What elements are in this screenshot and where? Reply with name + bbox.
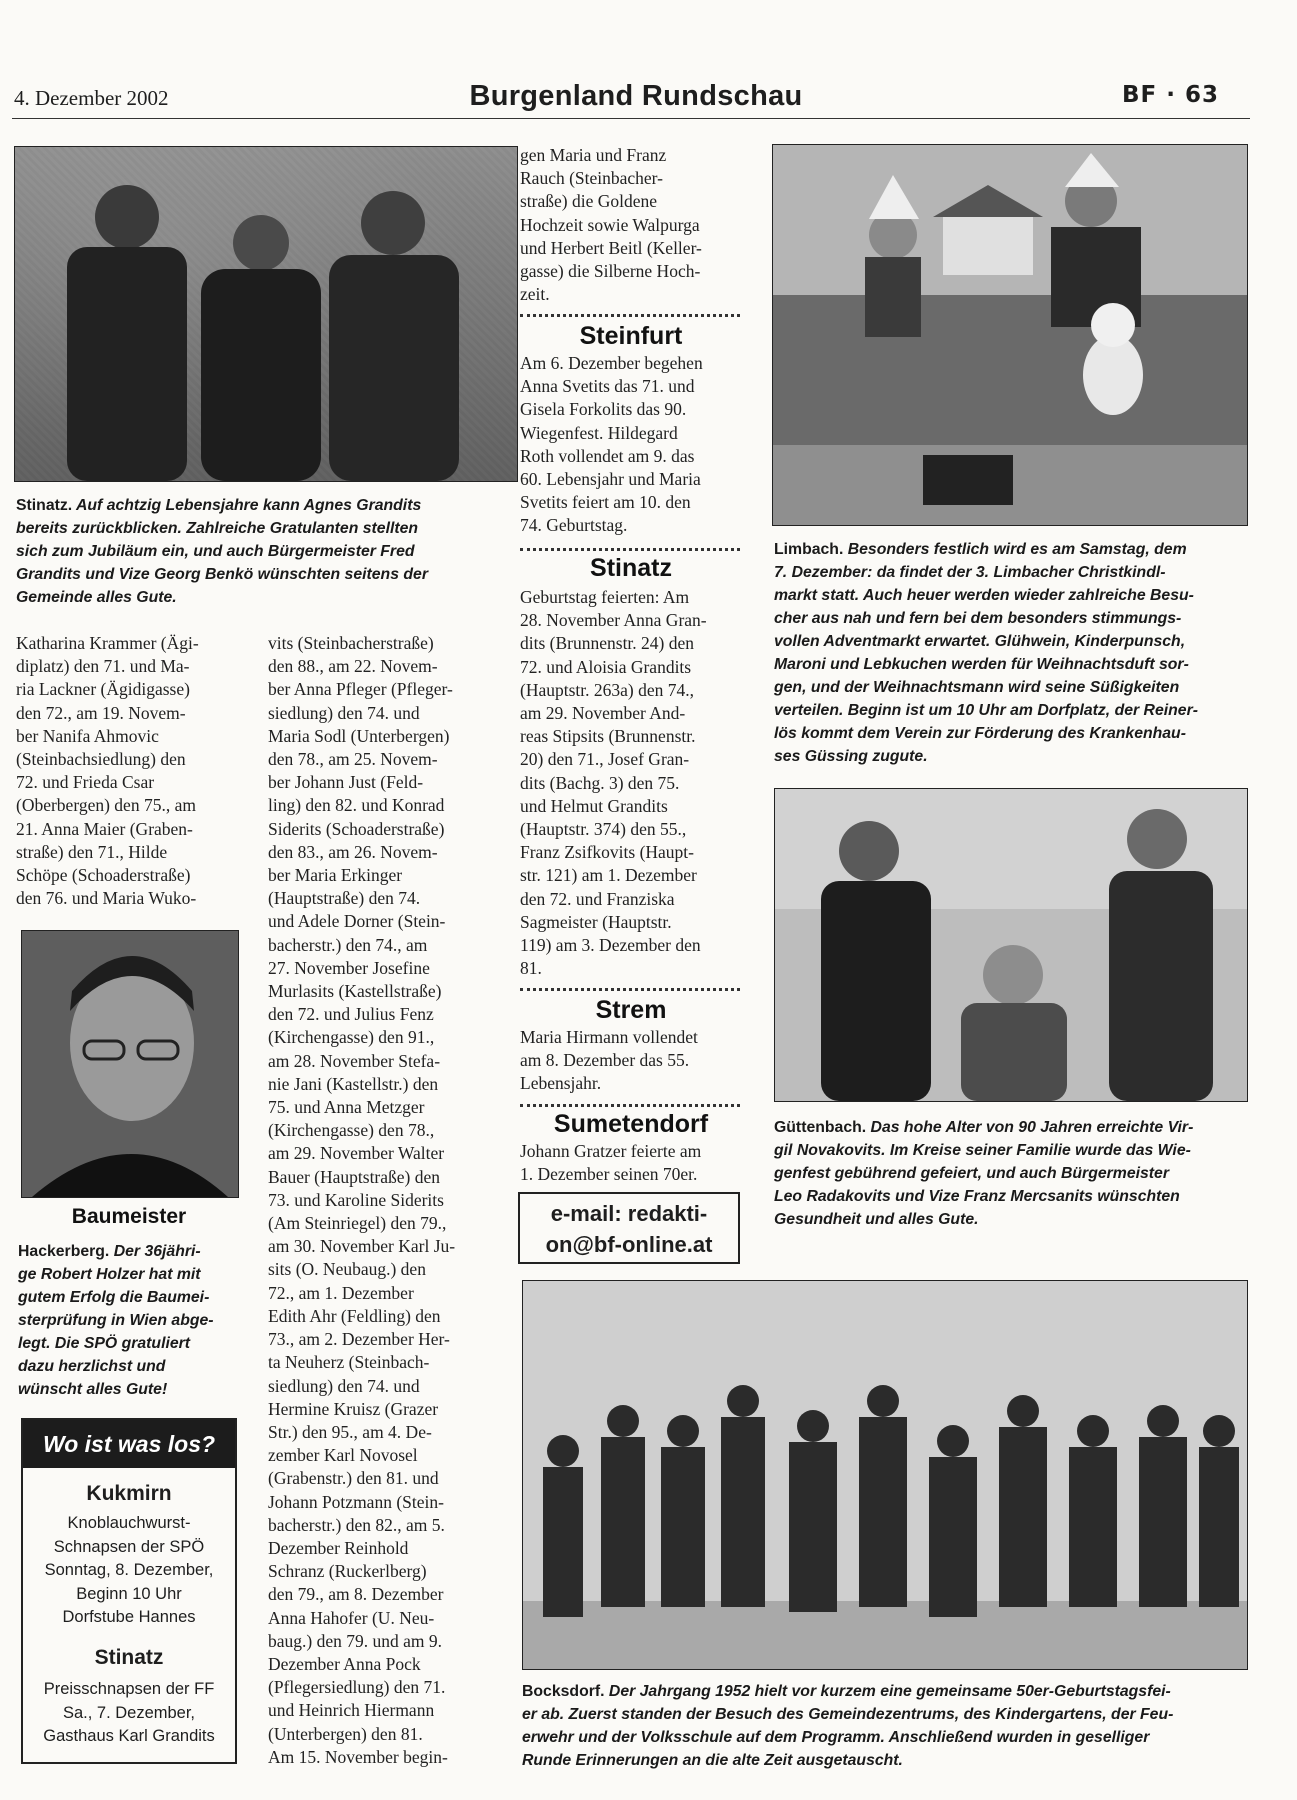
text-line: Dezember Anna Pock xyxy=(268,1653,421,1674)
caption-lead: Stinatz. xyxy=(16,497,73,514)
text-line: den 76. und Maria Wuko- xyxy=(16,888,197,909)
text-line: vits (Steinbacherstraße) xyxy=(268,633,434,653)
text-line: zember Karl Novosel xyxy=(268,1445,418,1466)
text-line: ling) den 82. und Konrad xyxy=(268,795,445,816)
caption-line: 7. Dezember: da findet der 3. Limbacher Christkindl- xyxy=(774,564,1166,581)
guettenbach-scene xyxy=(775,789,1247,1101)
sumetendorf-heading: Sumetendorf xyxy=(553,1110,709,1138)
caption-word: dazu herzlichst und xyxy=(18,1358,166,1375)
text-line: am 30. November Karl Ju- xyxy=(268,1236,456,1257)
text-line: Schöpe (Schoaderstraße) xyxy=(16,865,191,886)
text-line: zeit. xyxy=(520,284,550,305)
issue-date: 4. Dezember 2002 xyxy=(14,86,169,110)
bocksdorf-caption xyxy=(522,1680,1248,1772)
text-line: den 72., am 19. Novem- xyxy=(16,702,186,723)
text-line: siedlung) den 74. und xyxy=(268,1375,420,1396)
caption-line: Besonders festlich wird es am Samstag, dem xyxy=(847,541,1187,558)
stinatz-people-silhouettes xyxy=(15,147,517,481)
caption-line: er ab. Zuerst standen der Besuch des Gemeindezentrums, des Kindergartens, der Feu- xyxy=(522,1706,1174,1723)
text-line: Maria Sodl (Unterbergen) xyxy=(268,725,450,746)
email-contact-box[interactable] xyxy=(518,1192,740,1264)
guettenbach-caption xyxy=(774,1116,1246,1231)
text-line: Roth vollendet am 9. das xyxy=(520,445,695,466)
text-line: str. 121) am 1. Dezember xyxy=(520,865,697,886)
text-line: und Helmut Grandits xyxy=(520,795,668,816)
text-line: Edith Ahr (Feldling) den xyxy=(268,1305,441,1326)
text-line: Am 15. November begin- xyxy=(268,1746,448,1767)
events-box xyxy=(21,1418,237,1764)
text-line: Anna Hahofer (U. Neu- xyxy=(268,1607,435,1628)
text-line: (Oberbergen) den 75., am xyxy=(16,795,196,816)
column-1-text xyxy=(16,632,238,910)
caption-line: Gesundheit und alles Gute. xyxy=(774,1211,979,1228)
hackerberg-photo xyxy=(21,930,239,1198)
caption-line: gil Novakovits. Im Kreise seiner Familie wurde das Wie- xyxy=(774,1142,1191,1159)
event-place: Kukmirn xyxy=(86,1482,172,1505)
text-line: Anna Svetits das 71. und xyxy=(520,376,695,397)
section-divider xyxy=(520,548,740,551)
section-divider xyxy=(520,1104,740,1107)
event-line: Preisschnapsen der FF xyxy=(43,1680,215,1698)
caption-line: wünscht alles Gute! xyxy=(18,1381,168,1398)
email-line: e-mail: redakti- xyxy=(550,1201,708,1226)
caption-line: Der Jahrgang 1952 hielt vor kurzem eine gemeinsame 50er-Geburtstagsfei- xyxy=(608,1683,1171,1700)
text-line: Rauch (Steinbacher- xyxy=(520,168,663,189)
caption-lead: Limbach. xyxy=(774,541,844,558)
caption-line: gen, und der Weihnachtsmann wird seine Süßigkeiten xyxy=(774,679,1180,696)
text-line: den 78., am 25. Novem- xyxy=(268,749,438,770)
text-line: ber Nanifa Ahmovic xyxy=(16,725,159,746)
caption-line: Leo Radakovits und Vize Franz Mercsanits wünschten xyxy=(774,1188,1180,1205)
text-line: (Grabenstr.) den 81. und xyxy=(268,1468,439,1489)
caption-line: markt statt. Auch heuer werden wieder zahlreiche Besu- xyxy=(774,587,1194,604)
text-line: Wiegenfest. Hildegard xyxy=(520,422,678,443)
text-line: (Kirchengasse) den 78., xyxy=(268,1120,435,1141)
event-details xyxy=(23,1512,235,1630)
text-line: Johann Potzmann (Stein- xyxy=(268,1491,444,1512)
text-line: Sagmeister (Hauptstr. xyxy=(520,911,672,932)
text-line: straße) die Goldene xyxy=(520,191,658,212)
text-line: Schranz (Ruckerlberg) xyxy=(268,1561,427,1582)
text-line: Hermine Kruisz (Grazer xyxy=(268,1398,439,1419)
caption-line: ses Güssing zugute. xyxy=(774,748,928,765)
text-line: ber Maria Erkinger xyxy=(268,865,403,886)
sumetendorf-text xyxy=(520,1140,742,1186)
caption-line: sterprüfung in Wien abge- xyxy=(18,1312,214,1329)
text-line: sits (O. Neubaug.) den xyxy=(268,1259,426,1280)
caption-line: Runde Erinnerungen an die alte Zeit ausgetauscht. xyxy=(522,1752,903,1769)
text-line: 28. November Anna Gran- xyxy=(520,610,707,631)
text-line: (Kirchengasse) den 91., xyxy=(268,1027,435,1048)
caption-lead: Bocksdorf. xyxy=(522,1683,605,1700)
caption-line: legt. Die SPÖ gratuliert xyxy=(18,1335,191,1352)
text-line: 27. November Josefine xyxy=(268,957,430,978)
caption-line: erwehr und der Volksschule auf dem Programm. Anschließend wurden in geselliger xyxy=(522,1729,1150,1746)
text-line: bacherstr.) den 82., am 5. xyxy=(268,1514,445,1535)
text-line: den 72. und Franziska xyxy=(520,888,675,909)
text-line: am 8. Dezember das 55. xyxy=(520,1050,690,1071)
text-line: 72., am 1. Dezember xyxy=(268,1282,414,1303)
text-line: reas Stipsits (Brunnenstr. xyxy=(520,726,696,747)
text-line: 1. Dezember seinen 70er. xyxy=(520,1164,698,1185)
caption-line: Maroni und Lebkuchen werden für Weihnachtsduft sor- xyxy=(774,656,1189,673)
text-line: Lebensjahr. xyxy=(520,1073,602,1094)
text-line: 75. und Anna Metzger xyxy=(268,1097,425,1118)
text-line: baug.) den 79. und am 9. xyxy=(268,1630,442,1651)
text-line: Hochzeit sowie Walpurga xyxy=(520,214,700,235)
caption-line: Das hohe Alter von 90 Jahren erreichte Vir- xyxy=(870,1119,1194,1136)
column-3-top-text xyxy=(520,144,742,306)
text-line: 72. und Aloisia Grandits xyxy=(520,656,692,677)
event-place: Stinatz xyxy=(94,1646,164,1669)
text-line: ber Anna Pfleger (Pfleger- xyxy=(268,679,453,700)
strem-text xyxy=(520,1026,742,1096)
text-line: 81. xyxy=(520,958,542,979)
steinfurt-text xyxy=(520,352,742,538)
text-line: nie Jani (Kastellstr.) den xyxy=(268,1073,439,1094)
text-line: Str.) den 95., am 4. De- xyxy=(268,1421,432,1442)
text-line: Am 6. Dezember begehen xyxy=(520,353,703,373)
text-line: dits (Brunnenstr. 24) den xyxy=(520,633,695,654)
caption-line: sich zum Jubiläum ein, und auch Bürgermeister Fred xyxy=(16,543,415,560)
stinatz-caption xyxy=(16,494,488,609)
text-line: (Pflegersiedlung) den 71. xyxy=(268,1677,446,1698)
text-line: und Herbert Beitl (Keller- xyxy=(520,237,702,258)
caption-line: ge Robert Holzer hat mit xyxy=(18,1266,201,1283)
text-line: (Hauptstraße) den 74. xyxy=(268,888,421,909)
text-line: Johann Gratzer feierte am xyxy=(520,1141,702,1161)
caption-lead: Hackerberg. xyxy=(18,1243,110,1260)
text-line: den 72. und Julius Fenz xyxy=(268,1004,434,1025)
header-rule xyxy=(12,118,1250,119)
text-line: und Heinrich Hiermann xyxy=(268,1700,435,1721)
text-line: Franz Zsifkovits (Haupt- xyxy=(520,842,694,863)
event-line: Dorfstube Hannes xyxy=(62,1608,196,1626)
text-line: diplatz) den 71. und Ma- xyxy=(16,656,190,677)
text-line: Geburtstag feierten: Am xyxy=(520,587,690,607)
text-line: den 83., am 26. Novem- xyxy=(268,841,438,862)
caption-line: Grandits und Vize Georg Benkö wünschten seitens der xyxy=(16,566,428,583)
text-line: (Steinbachsiedlung) den xyxy=(16,749,186,770)
text-line: Murlasits (Kastellstraße) xyxy=(268,981,442,1002)
text-line: siedlung) den 74. und xyxy=(268,702,420,723)
event-line: Knoblauchwurst- xyxy=(67,1514,191,1532)
caption-line: bereits zurückblicken. Zahlreiche Gratulanten stellten xyxy=(16,520,419,537)
text-line: 21. Anna Maier (Graben- xyxy=(16,818,193,839)
caption-line: Auf achtzig Lebensjahre kann Agnes Grandits xyxy=(75,497,422,514)
text-line: Dezember Reinhold xyxy=(268,1537,409,1558)
caption-line xyxy=(18,1355,240,1378)
text-line: (Unterbergen) den 81. xyxy=(268,1723,423,1744)
stinatz-text xyxy=(520,586,742,980)
text-line: 119) am 3. Dezember den xyxy=(520,935,701,956)
strem-heading: Strem xyxy=(595,996,667,1024)
limbach-caption xyxy=(774,538,1246,768)
text-line: den 79., am 8. Dezember xyxy=(268,1584,444,1605)
caption-line: Der 36jähri- xyxy=(113,1243,201,1260)
text-line: Svetits feiert am 10. den xyxy=(520,492,691,513)
email-address[interactable]: on@bf-online.at xyxy=(545,1232,713,1257)
caption-line: verteilen. Beginn ist um 10 Uhr am Dorfplatz, der Reiner- xyxy=(774,702,1198,719)
guettenbach-photo xyxy=(774,788,1248,1102)
text-line: am 28. November Stefa- xyxy=(268,1050,441,1071)
text-line: am 29. November Walter xyxy=(268,1143,445,1164)
text-line: 73., am 2. Dezember Her- xyxy=(268,1329,450,1350)
caption-line: Gemeinde alles Gute. xyxy=(16,589,177,606)
text-line: Gisela Forkolits das 90. xyxy=(520,399,687,420)
page-number: BF · 63 xyxy=(1122,82,1220,108)
baumeister-caption xyxy=(18,1240,240,1401)
text-line: Siderits (Schoaderstraße) xyxy=(268,818,445,839)
group-scene xyxy=(523,1281,1247,1669)
market-scene xyxy=(773,145,1247,525)
caption-line: lös kommt dem Verein zur Förderung des Krankenhau- xyxy=(774,725,1186,742)
text-line: (Am Steinriegel) den 79., xyxy=(268,1213,447,1234)
caption-line: vollen Adventmarkt erwartet. Glühwein, Kinderpunsch, xyxy=(774,633,1186,650)
text-line: (Hauptstr. 263a) den 74., xyxy=(520,679,694,700)
bocksdorf-photo xyxy=(522,1280,1248,1670)
text-line: ria Lackner (Ägidigasse) xyxy=(16,679,190,700)
column-2-text xyxy=(268,632,492,1769)
section-divider xyxy=(520,314,740,317)
event-line: Sa., 7. Dezember, xyxy=(62,1703,196,1722)
event-line: Schnapsen der SPÖ xyxy=(53,1537,205,1556)
text-line: 72. und Frieda Csar xyxy=(16,772,155,793)
text-line: gen Maria und Franz xyxy=(520,145,667,165)
event-line: Sonntag, 8. Dezember, xyxy=(44,1561,214,1579)
steinfurt-heading: Steinfurt xyxy=(579,322,683,350)
text-line: 74. Geburtstag. xyxy=(520,515,628,536)
text-line: Maria Hirmann vollendet xyxy=(520,1027,698,1047)
section-divider xyxy=(520,988,740,991)
caption-line: cher aus nah und fern bei dem besonders stimmungs- xyxy=(774,610,1182,627)
text-line: Katharina Krammer (Ägi- xyxy=(16,633,199,653)
limbach-photo xyxy=(772,144,1248,526)
event-line: Gasthaus Karl Grandits xyxy=(43,1727,215,1745)
section-title: Burgenland Rundschau xyxy=(469,80,803,112)
text-line: den 88., am 22. Novem- xyxy=(268,656,438,677)
caption-lead: Güttenbach. xyxy=(774,1119,867,1136)
text-line: straße) den 71., Hilde xyxy=(16,841,168,862)
stinatz-heading: Stinatz xyxy=(590,554,672,582)
baumeister-heading: Baumeister xyxy=(71,1205,187,1228)
event-details xyxy=(23,1678,235,1749)
event-line: Beginn 10 Uhr xyxy=(76,1584,182,1603)
text-line: dits (Bachg. 3) den 75. xyxy=(520,772,680,793)
text-line: 60. Lebensjahr und Maria xyxy=(520,469,701,490)
text-line: am 29. November And- xyxy=(520,703,686,724)
events-box-title: Wo ist was los? xyxy=(23,1420,235,1468)
portrait-silhouette xyxy=(22,931,238,1197)
text-line: ta Neuherz (Steinbach- xyxy=(268,1352,430,1373)
text-line: ber Johann Just (Feld- xyxy=(268,772,424,793)
text-line: gasse) die Silberne Hoch- xyxy=(520,261,701,282)
text-line: 73. und Karoline Siderits xyxy=(268,1189,444,1210)
text-line: bacherstr.) den 74., am xyxy=(268,934,428,955)
text-line: Bauer (Hauptstraße) den xyxy=(268,1166,441,1187)
text-line: und Adele Dorner (Stein- xyxy=(268,911,446,932)
stinatz-photo xyxy=(14,146,518,482)
text-line: (Hauptstr. 374) den 55., xyxy=(520,819,687,840)
text-line: 20) den 71., Josef Gran- xyxy=(520,749,690,770)
caption-line: genfest gebührend gefeiert, und auch Bürgermeister xyxy=(774,1165,1169,1182)
caption-line: gutem Erfolg die Baumei- xyxy=(18,1289,210,1306)
